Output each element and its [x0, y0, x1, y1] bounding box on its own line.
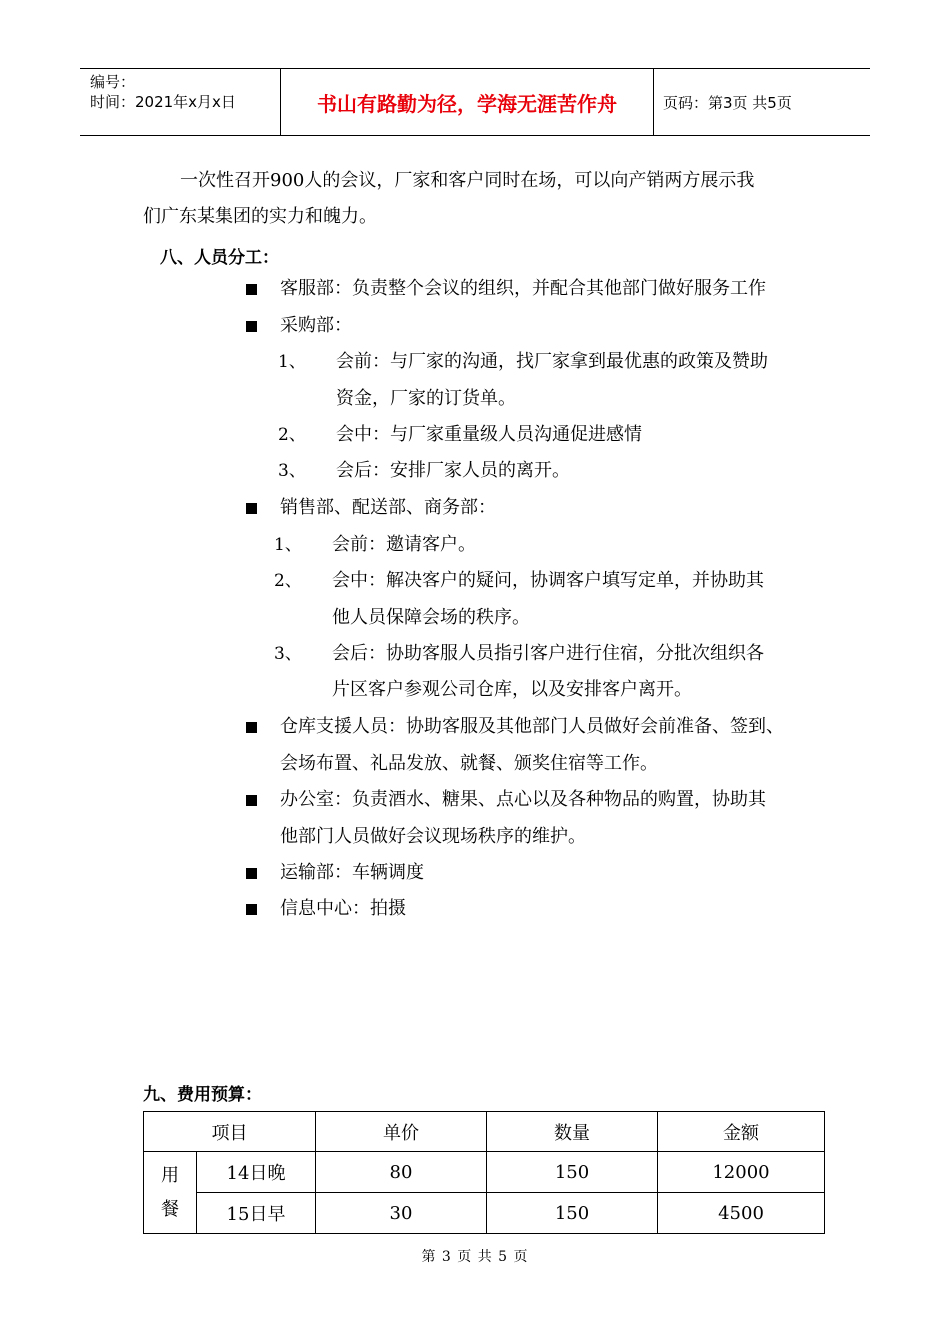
- header-page-label: 页码：第3页 共5页: [663, 93, 792, 112]
- table-header-row: [144, 1112, 825, 1152]
- xiaoshou-item-2-line-1: 会中：解决客户的疑问，协调客户填写定单，并协助其: [332, 570, 764, 591]
- section-8-heading: 八、人员分工：: [160, 248, 279, 268]
- xiaoshou-item-2-line-2: 他人员保障会场的秩序。: [332, 607, 530, 628]
- cell-qty: 150: [487, 1193, 658, 1234]
- kefu-text: 客服部：负责整个会议的组织，并配合其他部门做好服务工作: [280, 278, 766, 299]
- budget-table: [143, 1111, 825, 1234]
- page-footer: 第 3 页 共 5 页: [421, 1249, 529, 1265]
- table-row: [144, 1193, 825, 1234]
- group-label-1: 用: [161, 1164, 179, 1186]
- cangku-line-1: 仓库支援人员：协助客服及其他部门人员做好会前准备、签到、: [280, 716, 784, 737]
- cell-qty: 150: [487, 1152, 658, 1193]
- caigou-item-3-num: 3、: [278, 461, 306, 481]
- bullet-icon: [246, 321, 257, 332]
- bullet-icon: [246, 503, 257, 514]
- xiaoshou-item-3-num: 3、: [274, 644, 302, 664]
- group-label-2: 餐: [161, 1198, 179, 1220]
- cell-item: 15日早: [197, 1193, 316, 1234]
- table-row: [144, 1152, 825, 1193]
- header-motto: 书山有路勤为径，学海无涯苦作舟: [281, 69, 654, 135]
- yunshu-text: 运输部：车辆调度: [280, 862, 424, 883]
- caigou-item-1-num: 1、: [278, 352, 306, 372]
- cell-item: 14日晚: [197, 1152, 316, 1193]
- header-meta: [80, 69, 281, 135]
- bullet-icon: [246, 795, 257, 806]
- xiaoshou-item-3-line-1: 会后：协助客服人员指引客户进行住宿，分批次组织各: [332, 643, 764, 664]
- bangong-line-1: 办公室：负责酒水、糖果、点心以及各种物品的购置，协助其: [280, 789, 766, 810]
- bullet-icon: [246, 722, 257, 733]
- xiaoshou-item-3-line-2: 片区客户参观公司仓库，以及安排客户离开。: [332, 679, 692, 700]
- bullet-icon: [246, 904, 257, 915]
- header-item: 项目: [144, 1112, 316, 1152]
- cell-price: 30: [316, 1193, 487, 1234]
- cell-price: 80: [316, 1152, 487, 1193]
- intro-line-1: 一次性召开900人的会议，厂家和客户同时在场，可以向产销两方展示我: [180, 170, 755, 191]
- cangku-line-2: 会场布置、礼品发放、就餐、颁奖住宿等工作。: [280, 753, 658, 774]
- header-qty: 数量: [487, 1112, 658, 1152]
- xiaoshou-item-1-num: 1、: [274, 535, 302, 555]
- group-cell-dining: [144, 1152, 197, 1234]
- caigou-item-2-num: 2、: [278, 425, 306, 445]
- header-amount: 金额: [658, 1112, 825, 1152]
- caigou-item-2-line-1: 会中：与厂家重量级人员沟通促进感情: [336, 424, 642, 445]
- bullet-icon: [246, 868, 257, 879]
- xiaoshou-item-1-line-1: 会前：邀请客户。: [332, 534, 476, 555]
- xiaoshou-text: 销售部、配送部、商务部：: [280, 497, 496, 518]
- bangong-line-2: 他部门人员做好会议现场秩序的维护。: [280, 826, 586, 847]
- section-9-heading: 九、费用预算：: [143, 1085, 262, 1105]
- caigou-item-1-line-2: 资金，厂家的订货单。: [336, 388, 516, 409]
- intro-line-2: 们广东某集团的实力和魄力。: [143, 206, 377, 227]
- serial-label: 编号：: [90, 73, 136, 91]
- cell-amount: 12000: [658, 1152, 825, 1193]
- caigou-text: 采购部：: [280, 315, 352, 336]
- xinxi-text: 信息中心：拍摄: [280, 898, 406, 919]
- bullet-icon: [246, 284, 257, 295]
- caigou-item-1-line-1: 会前：与厂家的沟通，找厂家拿到最优惠的政策及赞助: [336, 351, 768, 372]
- xiaoshou-item-2-num: 2、: [274, 571, 302, 591]
- cell-amount: 4500: [658, 1193, 825, 1234]
- header-price: 单价: [316, 1112, 487, 1152]
- caigou-item-3-line-1: 会后：安排厂家人员的离开。: [336, 460, 570, 481]
- date-label: 时间：2021年x月x日: [90, 93, 236, 111]
- page-header: [80, 68, 870, 136]
